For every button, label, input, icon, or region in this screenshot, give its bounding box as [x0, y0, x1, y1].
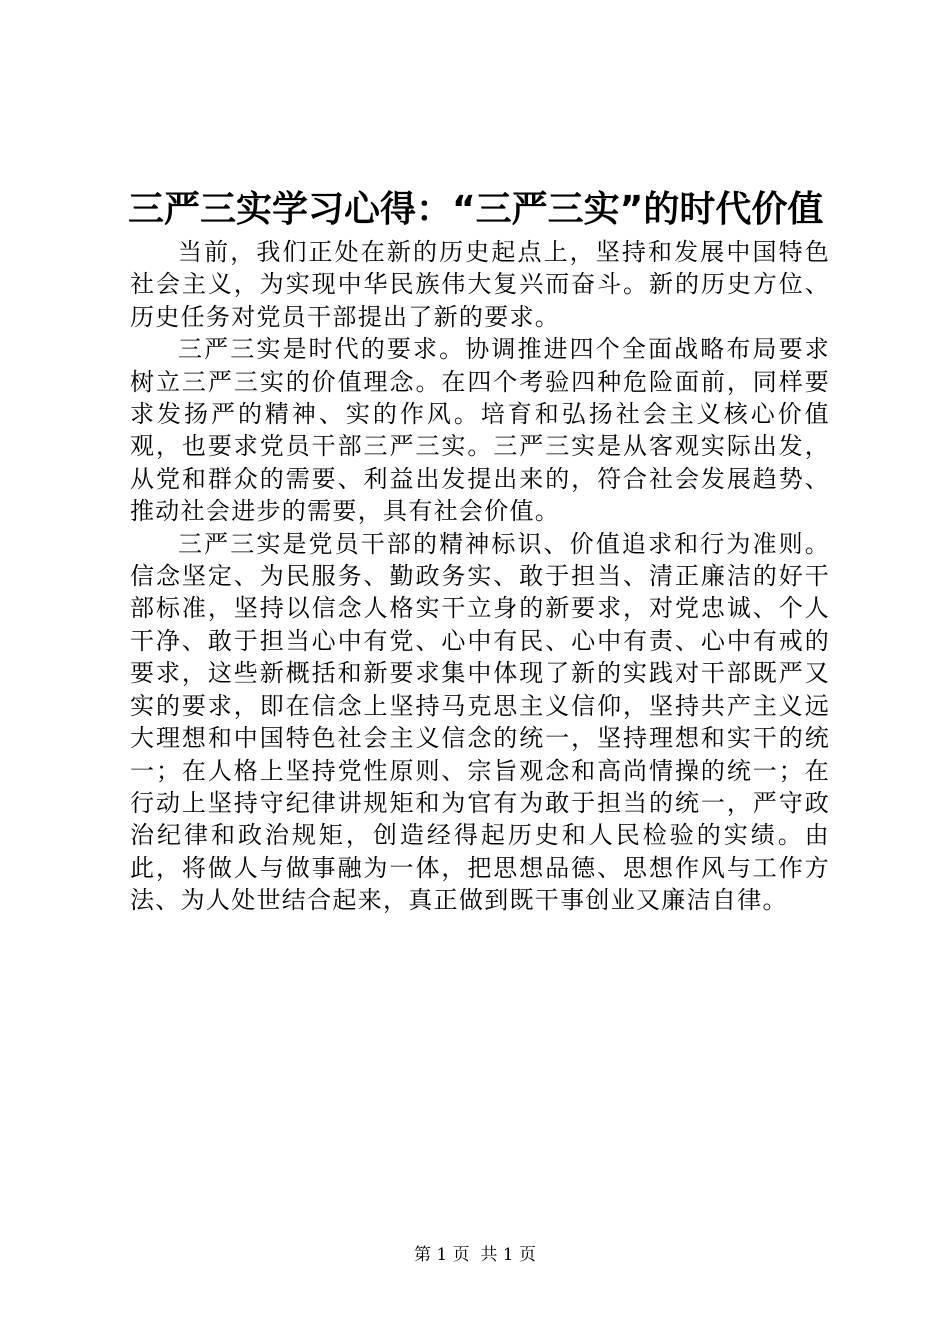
paragraph-1: 当前，我们正处在新的历史起点上，坚持和发展中国特色社会主义，为实现中华民族伟大复兴而奋斗。新的历史方位、历史任务对党员干部提出了新的要求。	[130, 238, 830, 331]
document-title: 三严三实学习心得：“三严三实”的时代价值	[128, 189, 824, 230]
page-footer	[0, 1243, 950, 1267]
page-number: 第 1 页	[413, 1245, 470, 1265]
paragraph-3: 三严三实是党员干部的精神标识、价值追求和行为准则。信念坚定、为民服务、勤政务实、敢于担当、清正廉洁的好干部标准，坚持以信念人格实干立身的新要求，对党忠诚、个人干净、敢于担当心中有党、心中有民、心中有责、心中有戒的要求，这些新概括和新要求集中体现了新的实践对干部既严又实的要求，即在信念上坚持马克思主义信仰，坚持共产主义远大理想和中国特色社会主义信念的统一，坚持理想和实干的统一；在人格上坚持党性原则、宗旨观念和高尚情操的统一；在行动上坚持守纪律讲规矩和为官有为敢于担当的统一，严守政治纪律和政治规矩，创造经得起历史和人民检验的实绩。由此，将做人与做事融为一体，把思想品德、思想作风与工作方法、为人处世结合起来，真正做到既干事创业又廉洁自律。	[130, 529, 830, 915]
document-body	[130, 236, 830, 917]
page-total: 共 1 页	[480, 1245, 537, 1265]
paragraph-2: 三严三实是时代的要求。协调推进四个全面战略布局要求树立三严三实的价值理念。在四个考验四种危险面前，同样要求发扬严的精神、实的作风。培育和弘扬社会主义核心价值观，也要求党员干部三严三实。三严三实是从客观实际出发，从党和群众的需要、利益出发提出来的，符合社会发展趋势、推动社会进步的需要，具有社会价值。	[130, 335, 830, 526]
